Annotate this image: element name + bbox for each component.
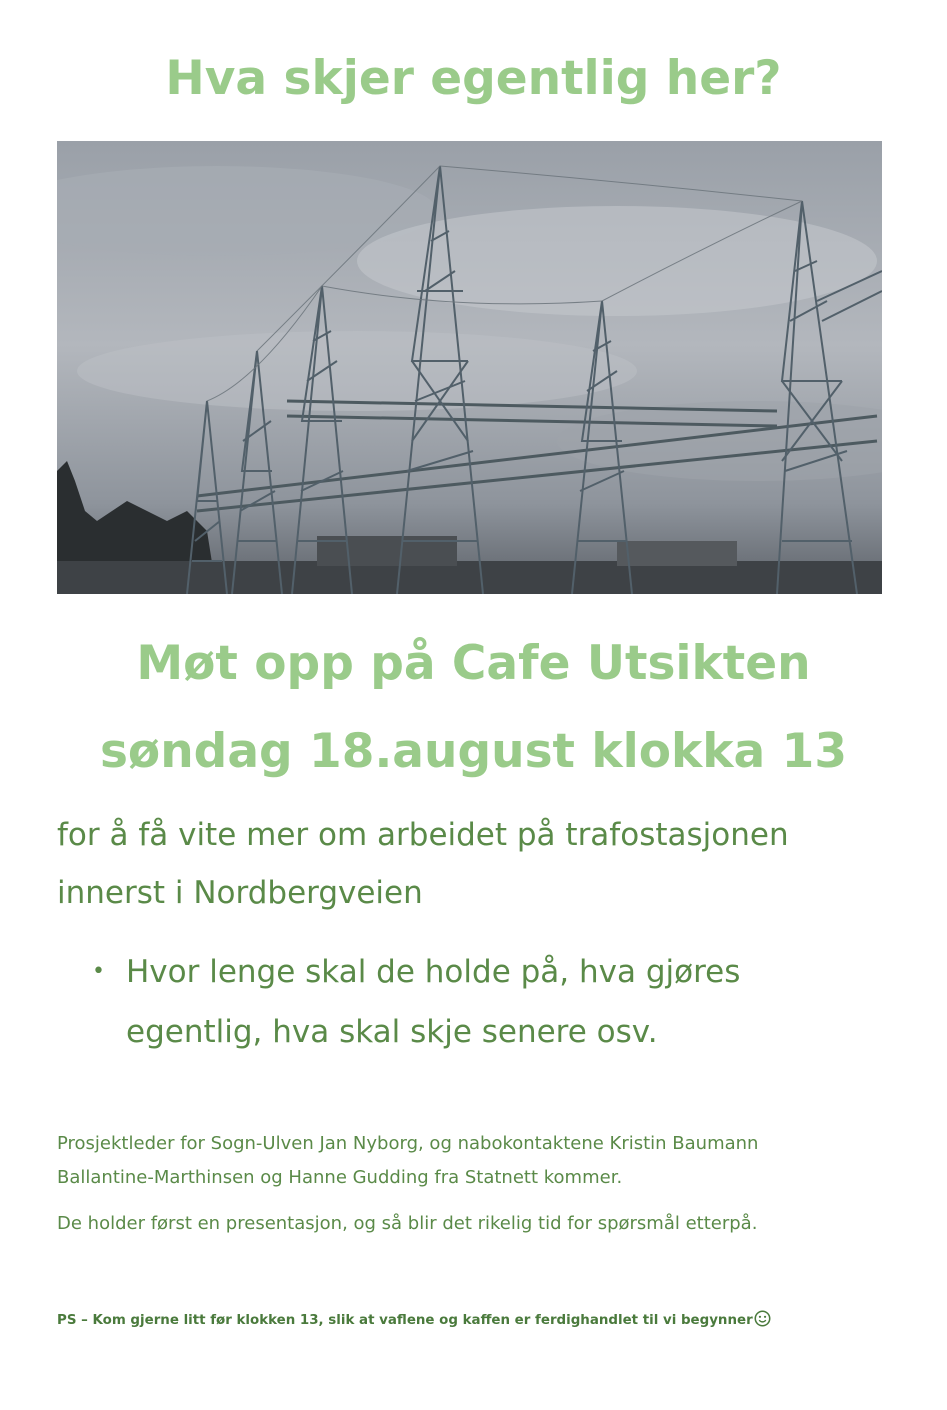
ps-text: PS – Kom gjerne litt før klokken 13, slik at vaflene og kaffen er ferdighandlet til vi begynner [57, 1313, 753, 1328]
list-item-line-2: egentlig, hva skal skje senere osv. [126, 1014, 658, 1050]
event-headline [0, 620, 947, 796]
list-item [90, 942, 890, 1062]
list-item-line-1: Hvor lenge skal de holde på, hva gjøres [126, 954, 741, 990]
smiley-icon [754, 1310, 771, 1327]
details-section [57, 1127, 917, 1241]
program-paragraph [57, 1207, 917, 1241]
bullet-icon: • [92, 959, 105, 984]
headline-date-time: søndag 18.august klokka 13 [99, 724, 848, 779]
page-title: Hva skjer egentlig her? [165, 51, 782, 106]
program-line: De holder først en presentasjon, og så blir det rikelig tid for spørsmål etterpå. [57, 1213, 758, 1234]
speakers-line-1: Prosjektleder for Sogn-Ulven Jan Nyborg, og nabokontaktene Kristin Baumann [57, 1133, 759, 1154]
ps-note [57, 1308, 917, 1334]
speakers-line-2: Ballantine-Marthinsen og Hanne Gudding fra Statnett kommer. [57, 1167, 623, 1188]
intro-text [57, 806, 927, 922]
speakers-paragraph [57, 1127, 917, 1195]
intro-line-2: innerst i Nordbergveien [57, 875, 423, 911]
substation-photo [57, 141, 882, 594]
intro-line-1: for å få vite mer om arbeidet på trafostasjonen [57, 817, 789, 853]
question-list [90, 942, 890, 1062]
headline-location: Møt opp på Cafe Utsikten [136, 636, 811, 691]
